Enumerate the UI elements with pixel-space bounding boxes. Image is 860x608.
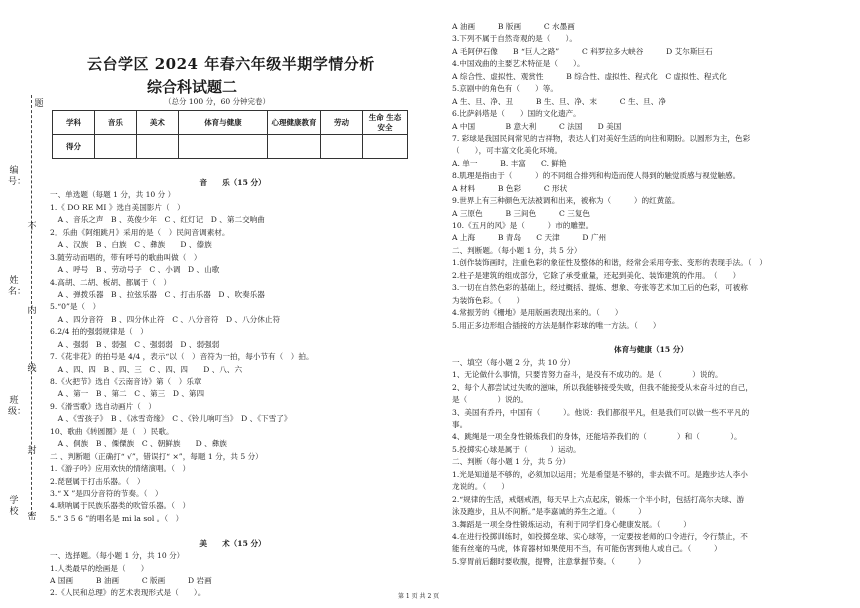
text-line: 能有丝毫的马虎，体育器材如果使用不当，有可能伤害到他人或自己。（ ）: [452, 544, 722, 554]
text-line: 2.《人民和总理》的艺术表现形式是（ ）。: [50, 588, 206, 598]
text-line: 5.“ 3 5 6 ”的唱名是 mi la sol 。（ ）: [50, 513, 184, 523]
margin-label-school: 学校: [9, 496, 19, 517]
text-line: 一、选择题。（每小题 1 分，共 10 分）: [50, 551, 185, 561]
text-line: 1.人类最早的绘画是（ ）: [50, 563, 149, 573]
text-line: A 国画 B 油画 C 版画 D 岩画: [50, 576, 212, 585]
text-line: 5.“0”是（ ）: [50, 302, 101, 312]
right-column-text: [452, 21, 850, 568]
text-line: 3.“ X ”是四分音符的节奏。（ ）: [50, 488, 163, 498]
text-line: A 、四分音符 B 、四分休止符 C 、八分音符 D 、八分休止符: [50, 314, 281, 324]
margin-label-id: 编号：: [8, 166, 27, 187]
text-line: 4、跳绳是一项全身性锻炼我们的身体，还能培养我们的（ ）和（ ）。: [452, 432, 742, 442]
text-line: A 毛阿伊石像 B “巨人之路” C 科罗拉多大峡谷 D 艾尔斯巨石: [452, 46, 713, 56]
page-footer: 第 1 页 共 2 页: [398, 593, 440, 600]
text-line: A. 单一 B. 丰富 C. 鲜艳: [452, 158, 567, 168]
text-line: 一、填空（每小题 2 分，共 10 分）: [452, 357, 575, 367]
margin-label-topic: 题: [34, 99, 44, 109]
text-line: 7. 彩球是我国民间常见的吉祥物，表达人们对美好生活的向往和期盼。以圆形为主，色彩: [452, 133, 751, 143]
text-line: A 中国 B 意大利 C 法国 D 美国: [452, 121, 622, 131]
text-line: A 、汉族 B 、白族 C 、彝族 D 、傣族: [50, 240, 212, 250]
text-line: 1.创作装饰画时，注重色彩的象征性及整体的和谐，经常会采用夸张、变形的表现手法。（ ）: [452, 258, 767, 268]
text-line: 2．乐曲《阿细跳月》采用的是（ ）民间音调素材。: [50, 227, 230, 237]
text-line: （ ），可丰富文化美化环境。: [452, 146, 563, 156]
text-line: 6.比萨斜塔是（ ）国的文化遗产。: [452, 109, 581, 119]
text-line: 音 乐（15 分）: [199, 178, 266, 187]
score-table: [52, 110, 408, 159]
text-line: 一、单选题（每题 1 分，共 10 分 ）: [50, 190, 176, 200]
score-cell-labor[interactable]: [321, 135, 363, 159]
text-line: 4.在进行投掷训练时，如投掷垒球、实心球等，一定要按老师的口令进行，令行禁止，不: [452, 531, 748, 541]
text-line: [452, 332, 850, 344]
text-line: A 综合性、虚拟性、观赏性 B 综合性、虚拟性、程式化 C 虚拟性、程式化: [452, 71, 727, 81]
margin-label-class: 班级：: [8, 396, 27, 417]
text-line: 9.世界上有三种颜色无法被调和出来，被称为（ ）的红黄蓝。: [452, 196, 680, 206]
text-line: 8.《火把节》选自《云南音诗》第（ ）乐章: [50, 377, 202, 386]
margin-label-seal: 封: [27, 446, 37, 456]
text-line: A 油画 B 版画 C 水墨画: [452, 22, 575, 31]
score-header-cell: 生命 生态安全: [363, 111, 408, 135]
text-line: 3.随劳动而唱的，带有呼号的歌曲叫做（ ）: [50, 252, 202, 262]
text-line: 1、无论做什么事情，只要肯努力奋斗，是没有不成功的。是（ ）说的。: [452, 370, 723, 380]
text-line: 2.琵琶属于打击乐器。（ ）: [50, 476, 145, 486]
text-line: A 、音乐之声 B 、英俊少年 C 、红灯记 D 、第二交响曲: [50, 215, 265, 225]
text-line: 2.柱子是建筑的组成部分，它除了承受重量，还起到美化、装饰建筑的作用。 （ ）: [452, 270, 741, 280]
text-line: 4.高胡、二胡、板胡、都属于（ ）: [50, 277, 172, 287]
score-header-cell: 学科: [53, 111, 95, 135]
exam-note: （总分 100 分，60 分钟完卷）: [164, 97, 271, 106]
text-line: 5.穿胃前后翻时要收腹，提臀，注意掌握节奏。（ ）: [452, 556, 646, 566]
text-line: 二、判断（每小题 1 分，共 5 分）: [452, 457, 571, 467]
text-line: A 、侗族 B 、傈僳族 C 、朝鲜族 D 、彝族: [50, 439, 227, 449]
text-line: A 、第一 B 、第二 C 、第三 D 、第四: [50, 389, 205, 399]
score-row: [53, 135, 408, 159]
text-line: 1.《 DO RE MI 》选自美国影片（ ）: [50, 202, 185, 212]
text-line: A 、弹拨乐器 B 、拉弦乐器 C 、打击乐器 D 、吹奏乐器: [50, 289, 265, 299]
text-line: 5.投掷实心球是属于（ ）运动。: [452, 444, 581, 454]
margin-label-seal2: 密: [27, 512, 37, 522]
text-line: 二 、判断题（正确打“ √”，错误打“ ×”，每题 1 分，共 5 分）: [50, 451, 263, 461]
margin-label-name: 姓名：: [8, 276, 27, 297]
exam-subtitle: 综合科试题二: [147, 78, 238, 96]
score-cell-art[interactable]: [136, 135, 178, 159]
text-line: 为装饰色彩。（ ）: [452, 295, 525, 305]
text-line: 体育与健康（15 分）: [614, 345, 688, 355]
score-header-cell: 美术: [136, 111, 178, 135]
text-line: A 、呼号 B 、劳动号子 C 、小调 D 、山歌: [50, 265, 220, 275]
text-line: 5.用正多边形组合插接的方法是制作彩球的唯一方法。（ ）: [452, 320, 661, 330]
text-line: A 上海 B 青岛 C 天津 D 广州: [452, 233, 607, 243]
text-line: A 、四、四 B 、四、三 C 、四、四 D 、八、六: [50, 364, 243, 374]
text-line: 4.唢呐属于民族乐器类的吹管乐器。（ ）: [50, 501, 191, 511]
score-cell-mental[interactable]: [268, 135, 321, 159]
text-line: 3.一切在自然色彩的基础上，经过概括、提炼、想象、夸张等艺术加工后的色彩，可被称: [452, 283, 748, 293]
text-line: 7.《花非花》的拍号是 4/4 ，表示“以（ ）音符为一拍，每小节有（ ）拍。: [50, 352, 314, 362]
text-line: 事。: [452, 420, 468, 429]
text-line: 8.肌理是指由于（ ）的不同组合排列和构造而使人得到的触觉质感与视觉触感。: [452, 171, 741, 181]
text-line: 3.下列不属于自然奇观的是（ ）。: [452, 34, 577, 44]
score-header-row: [53, 111, 408, 135]
score-header-cell: 体育与健康: [178, 111, 267, 135]
text-line: 2.“规律的生活，戒烟戒酒，每天早上六点起床，锻炼一个半小时，包括打高尔夫球、游: [452, 494, 745, 504]
text-line: [50, 525, 415, 537]
margin-label-no: 不: [27, 222, 37, 232]
text-line: 1.《游子吟》应用欢快的情绪演唱。（ ）: [50, 464, 191, 474]
text-line: 4.常振芳的《栅地》是用版画表现出来的。（ ）: [452, 308, 623, 318]
text-line: 9.《滑雪歌》选自动画片（ ）: [50, 401, 156, 411]
margin-label-inner: 内: [27, 306, 37, 316]
binding-margin: [0, 0, 44, 608]
text-line: 二、判断题。（每小题 1 分，共 5 分）: [452, 245, 582, 255]
margin-label-line: 线: [27, 364, 37, 374]
text-line: 5.京剧中的角色有（ ）等。: [452, 84, 558, 94]
text-line: 10.《五月的风》是（ ）市的雕塑。: [452, 221, 594, 230]
text-line: A 材料 B 色彩 C 形状: [452, 183, 568, 193]
score-cell-safety[interactable]: [363, 135, 408, 159]
left-column-text: [50, 177, 415, 600]
text-line: 1.光是知道是不够的，必须加以运用；光是希望是不够的，非去做不可。是跑步达人李小: [452, 469, 748, 479]
score-header-cell: 心理健康教育: [268, 111, 321, 135]
text-line: 4.中国戏曲的主要艺术特征是（ ）。: [452, 59, 585, 69]
text-line: 3、美国有乔丹，中国有（ ）。他说：我们都很平凡，但是我们可以做一些不平凡的: [452, 407, 750, 417]
text-line: 龙说的。（ ）: [452, 482, 509, 492]
text-line: A 、强弱 B 、弱强 C 、强弱弱 D 、弱强弱: [50, 339, 220, 349]
text-line: 泳及跑步，且从不间断。”是李嘉诚的养生之道。（ ）: [452, 507, 646, 517]
score-cell-pe[interactable]: [178, 135, 267, 159]
exam-title: 云台学区 2024 年春六年级半期学情分析: [87, 55, 375, 73]
text-line: A 生、旦、净、丑 B 生、旦、净、末 C 生、旦、净: [452, 96, 666, 106]
text-line: 2、每个人都尝试过失败的滋味，所以我能够接受失败，但我不能接受从未奋斗过的自己，: [452, 382, 753, 392]
text-line: A 、《雪孩子》 B 、《冰雪奇缘》 C 、《铃儿响叮当》 D 、《下雪了》: [50, 414, 292, 424]
score-row-label: 得分: [53, 135, 95, 159]
text-line: 10、歌曲《转圆圈》是（ ）民歌。: [50, 426, 174, 436]
score-header-cell: 音乐: [94, 111, 136, 135]
score-header-cell: 劳动: [321, 111, 363, 135]
text-line: A 三原色 B 三间色 C 三复色: [452, 208, 591, 218]
text-line: 美 术（15 分）: [199, 538, 266, 548]
score-cell-music[interactable]: [94, 135, 136, 159]
text-line: 6.2/4 拍的强弱规律是（ ）: [50, 327, 148, 337]
text-line: 3.舞蹈是一项全身性锻炼运动，有利于同学们身心健康发展。（ ）: [452, 519, 691, 529]
text-line: 是（ ）说的。: [452, 395, 528, 405]
